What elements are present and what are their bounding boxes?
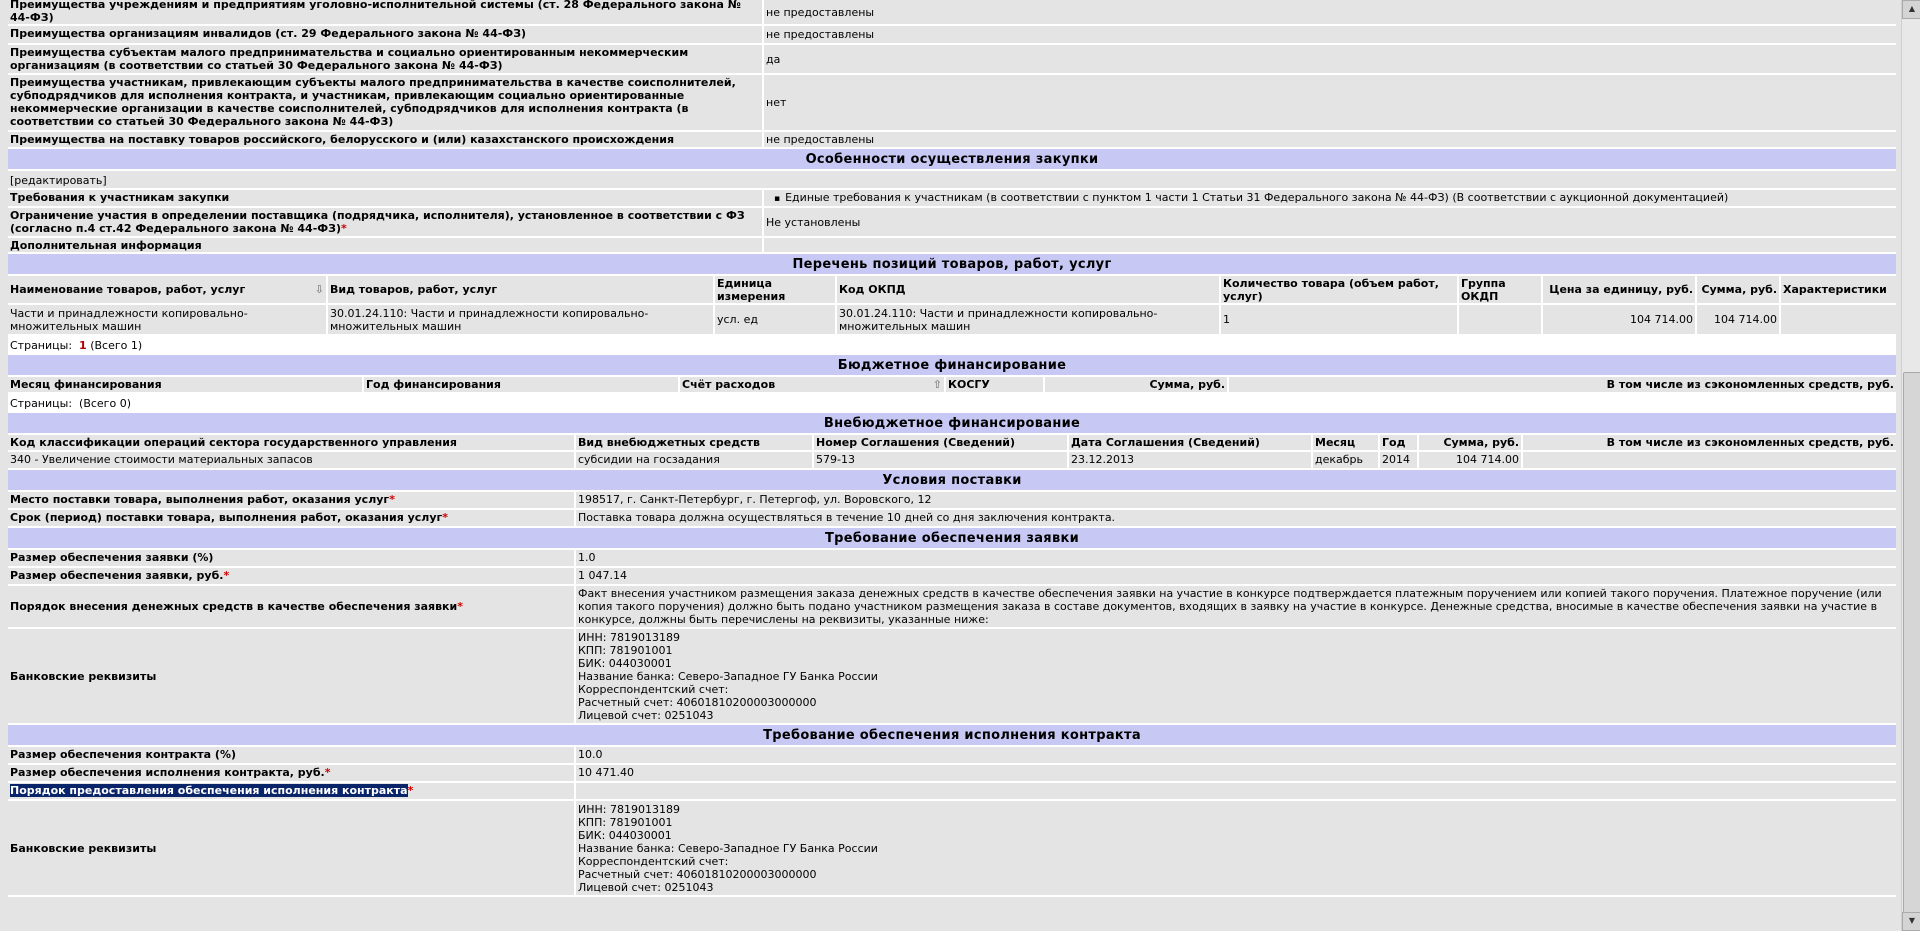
bank-settlement-account: Расчетный счет: 40601810200003000000 xyxy=(578,868,817,881)
requirements-row xyxy=(8,190,1896,208)
delivery-place-row xyxy=(8,492,1896,510)
section-header-positions: Перечень позиций товаров, работ, услуг xyxy=(8,254,1896,276)
section-header-features: Особенности осуществления закупки xyxy=(8,149,1896,171)
sort-down-icon[interactable]: ⇩ xyxy=(314,283,324,296)
preference-value: не предоставлены xyxy=(766,5,875,19)
bank-corr-account: Корреспондентский счет: xyxy=(578,855,729,868)
bid-order-row xyxy=(8,586,1896,629)
cell-price: 104 714.00 xyxy=(1543,305,1697,334)
pagination-total: (Всего 0) xyxy=(79,397,131,410)
procurement-notice-page xyxy=(8,0,1896,897)
requirements-label: Требования к участникам закупки xyxy=(8,190,764,206)
contract-amount-label xyxy=(8,765,576,781)
contract-bank-label: Банковские реквизиты xyxy=(8,801,576,895)
section-header-contract-security: Требование обеспечения исполнения контракта xyxy=(8,725,1896,747)
preference-value: не предоставлены xyxy=(766,133,875,146)
contract-amount-value: 10 471.40 xyxy=(578,766,634,779)
contract-percent-row xyxy=(8,747,1896,765)
bank-corr-account: Корреспондентский счет: xyxy=(578,683,729,696)
cell-okpd: 30.01.24.110: Части и принадлежности копировально-множительных машин xyxy=(837,305,1221,334)
bank-personal-account: Лицевой счет: 0251043 xyxy=(578,709,714,722)
preference-row xyxy=(8,0,1896,26)
sort-up-icon[interactable]: ⇧ xyxy=(932,378,942,391)
cell-funds-kind: субсидии на госзадания xyxy=(576,452,814,468)
section-header-bid-security: Требование обеспечения заявки xyxy=(8,528,1896,550)
delivery-term-label-text: Срок (период) поставки товара, выполнения работ, оказания услуг xyxy=(10,511,443,524)
section-header-delivery: Условия поставки xyxy=(8,470,1896,492)
contract-order-value xyxy=(576,783,1896,799)
additional-info-row xyxy=(8,238,1896,254)
cell-code: 340 - Увеличение стоимости материальных запасов xyxy=(8,452,576,468)
bank-inn: ИНН: 7819013189 xyxy=(578,803,680,816)
pagination-label: Страницы: xyxy=(10,397,73,410)
page-link-current[interactable]: 1 xyxy=(79,339,87,352)
restriction-label-text: Ограничение участия в определении поставщика (подрядчика, исполнителя), установленное в соответствии с ФЗ (согласно п.4 ст.42 Федерального закона № 44-ФЗ) xyxy=(10,209,745,235)
budget-header-row xyxy=(8,377,1896,394)
scrollbar-thumb[interactable] xyxy=(1903,372,1920,914)
cell-sum: 104 714.00 xyxy=(1697,305,1781,334)
col-header-kind[interactable]: Вид товаров, работ, услуг xyxy=(328,276,715,303)
col-header-code[interactable]: Код классификации операций сектора государственного управления xyxy=(8,435,576,450)
col-header-characteristics[interactable]: Характеристики xyxy=(1783,283,1887,296)
cell-month: декабрь xyxy=(1313,452,1380,468)
positions-pagination xyxy=(8,336,1896,355)
cell-kind: 30.01.24.110: Части и принадлежности копировально-множительных машин xyxy=(328,305,715,334)
pagination-total: (Всего 1) xyxy=(90,339,143,352)
col-header-price[interactable]: Цена за единицу, руб. xyxy=(1543,276,1697,303)
delivery-place-label xyxy=(8,492,576,508)
delivery-term-row xyxy=(8,510,1896,528)
col-header-funds-kind[interactable]: Вид внебюджетных средств xyxy=(576,435,814,450)
bank-bik: БИК: 044030001 xyxy=(578,829,672,842)
section-header-budget: Бюджетное финансирование xyxy=(8,355,1896,377)
bid-amount-value: 1 047.14 xyxy=(578,569,627,582)
cell-characteristics xyxy=(1781,305,1896,334)
col-header-name-text: Наименование товаров, работ, услуг xyxy=(10,283,246,296)
col-header-sum[interactable]: Сумма, руб. xyxy=(1697,276,1781,303)
bank-kpp: КПП: 781901001 xyxy=(578,816,673,829)
required-mark: * xyxy=(389,493,395,506)
pagination-label: Страницы: xyxy=(10,339,73,352)
bid-amount-row xyxy=(8,568,1896,586)
col-header-year[interactable]: Год xyxy=(1380,435,1419,450)
cell-amount: 104 714.00 xyxy=(1419,452,1523,468)
requirements-value xyxy=(764,190,1896,206)
required-mark: * xyxy=(324,766,331,779)
bank-bik: БИК: 044030001 xyxy=(578,657,672,670)
col-header-kosgu[interactable]: КОСГУ xyxy=(946,377,1045,392)
col-header-okpd[interactable]: Код ОКПД xyxy=(837,276,1221,303)
cell-agreement-date: 23.12.2013 xyxy=(1069,452,1313,468)
contract-bank-details xyxy=(576,801,1896,895)
vertical-scrollbar[interactable] xyxy=(1901,0,1920,931)
col-header-month[interactable]: Месяц xyxy=(1313,435,1380,450)
required-mark: * xyxy=(341,222,347,235)
additional-info-value xyxy=(764,238,1896,252)
required-mark: * xyxy=(223,569,230,582)
scroll-down-icon[interactable]: ▼ xyxy=(1902,912,1920,931)
cell-saved xyxy=(1523,452,1896,468)
col-header-year[interactable]: Год финансирования xyxy=(364,377,680,392)
bid-amount-label-text: Размер обеспечения заявки, руб. xyxy=(10,569,224,582)
bank-inn: ИНН: 7819013189 xyxy=(578,631,680,644)
preference-row xyxy=(8,45,1896,75)
contract-amount-label-text: Размер обеспечения исполнения контракта, руб. xyxy=(10,766,325,779)
budget-pagination xyxy=(8,394,1896,413)
delivery-place-value: 198517, г. Санкт-Петербург, г. Петергоф, ул. Воровского, 12 xyxy=(578,493,932,506)
col-header-agreement-number[interactable]: Номер Соглашения (Сведений) xyxy=(814,435,1069,450)
col-header-unit[interactable]: Единица измерения xyxy=(715,276,837,303)
cell-okdp xyxy=(1459,305,1543,334)
delivery-term-label xyxy=(8,510,576,526)
bank-settlement-account: Расчетный счет: 40601810200003000000 xyxy=(578,696,817,709)
bank-kpp: КПП: 781901001 xyxy=(578,644,673,657)
preference-value: не предоставлены xyxy=(766,28,875,41)
edit-link[interactable]: [редактировать] xyxy=(10,174,107,187)
bid-bank-details xyxy=(576,629,1896,723)
preference-value: нет xyxy=(766,96,787,109)
bid-percent-label: Размер обеспечения заявки (%) xyxy=(8,550,576,566)
preference-label: Преимущества организациям инвалидов (ст. 29 Федерального закона № 44-ФЗ) xyxy=(8,26,764,43)
cell-agreement-number: 579-13 xyxy=(814,452,1069,468)
col-header-quantity[interactable]: Количество товара (объем работ, услуг) xyxy=(1221,276,1459,303)
preference-label: Преимущества на поставку товаров российского, белорусского и (или) казахстанского происхождения xyxy=(8,132,764,147)
required-mark: * xyxy=(457,600,463,613)
bank-name: Название банка: Северо-Западное ГУ Банка России xyxy=(578,842,878,855)
cell-name: Части и принадлежности копировально-множительных машин xyxy=(8,305,328,334)
bid-amount-label xyxy=(8,568,576,584)
table-row xyxy=(8,305,1896,336)
bid-bank-label: Банковские реквизиты xyxy=(8,629,576,723)
pagination xyxy=(8,394,133,411)
pagination xyxy=(8,336,144,353)
bid-percent-value: 1.0 xyxy=(578,551,596,564)
preference-label: Преимущества субъектам малого предпринимательства и социально ориентированным некоммерческим организациям (в соответствии со статьей 30 Федерального закона № 44-ФЗ) xyxy=(8,45,764,73)
col-header-saved[interactable]: В том числе из сэкономленных средств, руб. xyxy=(1606,436,1894,449)
cell-quantity: 1 xyxy=(1221,305,1459,334)
bank-personal-account: Лицевой счет: 0251043 xyxy=(578,881,714,894)
bid-order-label-text: Порядок внесения денежных средств в качестве обеспечения заявки xyxy=(10,600,458,613)
contract-order-row xyxy=(8,783,1896,801)
section-header-extrabudget: Внебюджетное финансирование xyxy=(8,413,1896,435)
col-header-month[interactable]: Месяц финансирования xyxy=(8,377,364,392)
delivery-term-value: Поставка товара должна осуществляться в течение 10 дней со дня заключения контракта. xyxy=(578,511,1116,524)
cell-unit: усл. ед xyxy=(715,305,837,334)
required-mark: * xyxy=(442,511,449,524)
preference-value: да xyxy=(766,52,781,66)
bid-order-label xyxy=(8,586,576,627)
contract-percent-value: 10.0 xyxy=(578,748,603,761)
preference-row xyxy=(8,132,1896,149)
bullet-icon: ▪ xyxy=(774,194,781,204)
col-header-amount[interactable]: Сумма, руб. xyxy=(1419,435,1523,450)
bank-name: Название банка: Северо-Западное ГУ Банка России xyxy=(578,670,878,683)
preference-row xyxy=(8,26,1896,45)
additional-info-label: Дополнительная информация xyxy=(8,238,764,252)
col-header-okdp[interactable]: Группа ОКДП xyxy=(1459,276,1543,303)
restriction-row xyxy=(8,208,1896,238)
extrabudget-header-row xyxy=(8,435,1896,452)
delivery-place-label-text: Место поставки товара, выполнения работ, оказания услуг xyxy=(10,493,390,506)
cell-year: 2014 xyxy=(1380,452,1419,468)
col-header-amount[interactable]: Сумма, руб. xyxy=(1045,377,1229,392)
requirements-text: Единые требования к участникам (в соответствии с пунктом 1 части 1 Статьи 31 Федерального закона № 44-ФЗ) (В соответствии с аукционной документацией) xyxy=(785,191,1729,204)
scroll-up-icon[interactable]: ▲ xyxy=(1902,0,1920,19)
bid-bank-row xyxy=(8,629,1896,725)
preference-label: Преимущества учреждениям и предприятиям уголовно-исполнительной системы (ст. 28 Федерального закона № 44-ФЗ) xyxy=(8,0,764,24)
contract-amount-row xyxy=(8,765,1896,783)
contract-order-label xyxy=(8,783,576,799)
edit-row xyxy=(8,171,1896,190)
col-header-account[interactable] xyxy=(680,377,946,392)
col-header-account-text: Счёт расходов xyxy=(682,378,776,391)
contract-order-label-text: Порядок предоставления обеспечения исполнения контракта xyxy=(10,784,408,797)
preference-label: Преимущества участникам, привлекающим субъекты малого предпринимательства в качестве соисполнителей, субподрядчиков для исполнения контракта, и участникам, привлекающим социально ориентированные некоммерческие организации в качестве соисполнителей, субподрядчиков для исполнения контракта (в соответствии со статьей 30 Федерального закона № 44-ФЗ) xyxy=(8,75,764,130)
col-header-saved[interactable]: В том числе из сэкономленных средств, руб. xyxy=(1606,378,1894,391)
contract-bank-row xyxy=(8,801,1896,897)
preference-row xyxy=(8,75,1896,132)
restriction-label xyxy=(8,208,764,236)
col-header-agreement-date[interactable]: Дата Соглашения (Сведений) xyxy=(1069,435,1313,450)
col-header-name[interactable] xyxy=(8,276,328,303)
positions-header-row xyxy=(8,276,1896,305)
table-row xyxy=(8,452,1896,470)
bid-percent-row xyxy=(8,550,1896,568)
required-mark: * xyxy=(407,784,414,797)
bid-order-value: Факт внесения участником размещения заказа денежных средств в качестве обеспечения заявки на участие в конкурсе подтверждается платежным поручением или копией такого поручения. Платежное поручение (или копия такого поручения) должно быть подано участником размещения заказа в составе документов, входящих в заявку на участие в конкурсе. Денежные средства, вносимые в качестве обеспечения заявки на участие в конкурсе, должны быть перечислены на реквизиты, указанные ниже: xyxy=(578,587,1882,626)
restriction-value: Не установлены xyxy=(766,215,861,229)
contract-percent-label: Размер обеспечения контракта (%) xyxy=(8,747,576,763)
